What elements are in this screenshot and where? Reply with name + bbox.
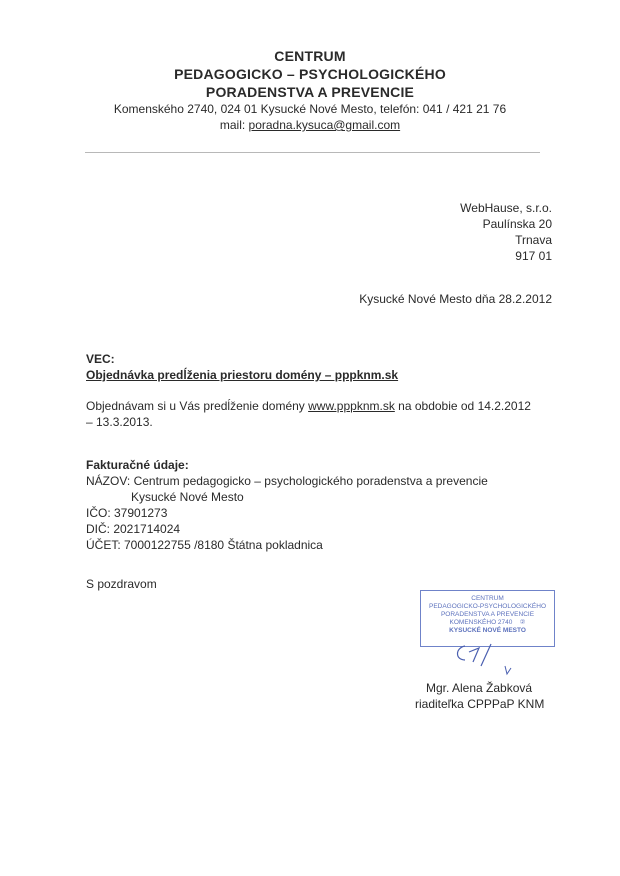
stamp-line-5: KYSUCKÉ NOVÉ MESTO: [449, 627, 526, 634]
billing-name-label: NÁZOV:: [86, 474, 134, 488]
stamp-line-2: PEDAGOGICKO-PSYCHOLOGICKÉHO: [428, 603, 547, 610]
stamp-number: ②: [519, 619, 526, 626]
billing-name-value: Centrum pedagogicko – psychologického poradenstva a prevencie: [133, 474, 488, 488]
billing-dic: DIČ: 2021714024: [86, 522, 181, 536]
stamp-line-4: [421, 619, 554, 627]
mail-link[interactable]: poradna.kysuca@gmail.com: [248, 118, 401, 132]
letterhead-mail-line: [0, 118, 620, 132]
letterhead-address: Komenského 2740, 024 01 Kysucké Nové Mesto, telefón: 041 / 421 21 76: [113, 102, 507, 116]
body-paragraph: [86, 398, 566, 430]
letterhead-line-1: CENTRUM: [274, 48, 346, 64]
domain-link[interactable]: www.pppknm.sk: [308, 399, 395, 413]
body-text-2: na obdobie od 14.2.2012: [394, 399, 531, 413]
letterhead-line-2: PEDAGOGICKO – PSYCHOLOGICKÉHO: [174, 66, 446, 82]
recipient-city: Trnava: [515, 233, 552, 247]
recipient-street: Paulínska 20: [482, 217, 552, 231]
body-line-2: – 13.3.2013.: [86, 415, 153, 429]
body-line-1: [86, 398, 566, 414]
signature-name: Mgr. Alena Žabková: [426, 681, 533, 695]
header-divider: [85, 152, 540, 153]
handwritten-signature: [445, 636, 535, 680]
recipient-block: [460, 200, 552, 264]
subject-text: Objednávka predĺženia priestoru domény – pppknm.sk: [86, 368, 399, 382]
stamp-line-3: PORADENSTVA A PREVENCIE: [440, 611, 535, 618]
recipient-name: WebHause, s.r.o.: [460, 201, 552, 215]
recipient-zip: 917 01: [515, 249, 552, 263]
billing-name-value-2: Kysucké Nové Mesto: [131, 490, 244, 504]
billing-name-line: [86, 473, 586, 489]
billing-ucet: ÚČET: 7000122755 /8180 Štátna pokladnica: [86, 538, 323, 552]
signature-title: riaditeľka CPPPaP KNM: [415, 697, 545, 711]
body-text-1: Objednávam si u Vás predĺženie domény: [86, 399, 309, 413]
billing-ico: IČO: 37901273: [86, 506, 168, 520]
letterhead-line-3: PORADENSTVA A PREVENCIE: [205, 84, 415, 100]
mail-label: mail:: [219, 118, 249, 132]
billing-heading: Fakturačné údaje:: [86, 458, 189, 472]
closing-text: S pozdravom: [86, 577, 157, 591]
billing-block: [86, 457, 586, 553]
stamp-line-1: CENTRUM: [471, 595, 504, 602]
subject-label: VEC:: [86, 352, 115, 366]
stamp-street: KOMENSKÉHO 2740: [449, 619, 513, 626]
date-line: Kysucké Nové Mesto dňa 28.2.2012: [359, 292, 552, 306]
